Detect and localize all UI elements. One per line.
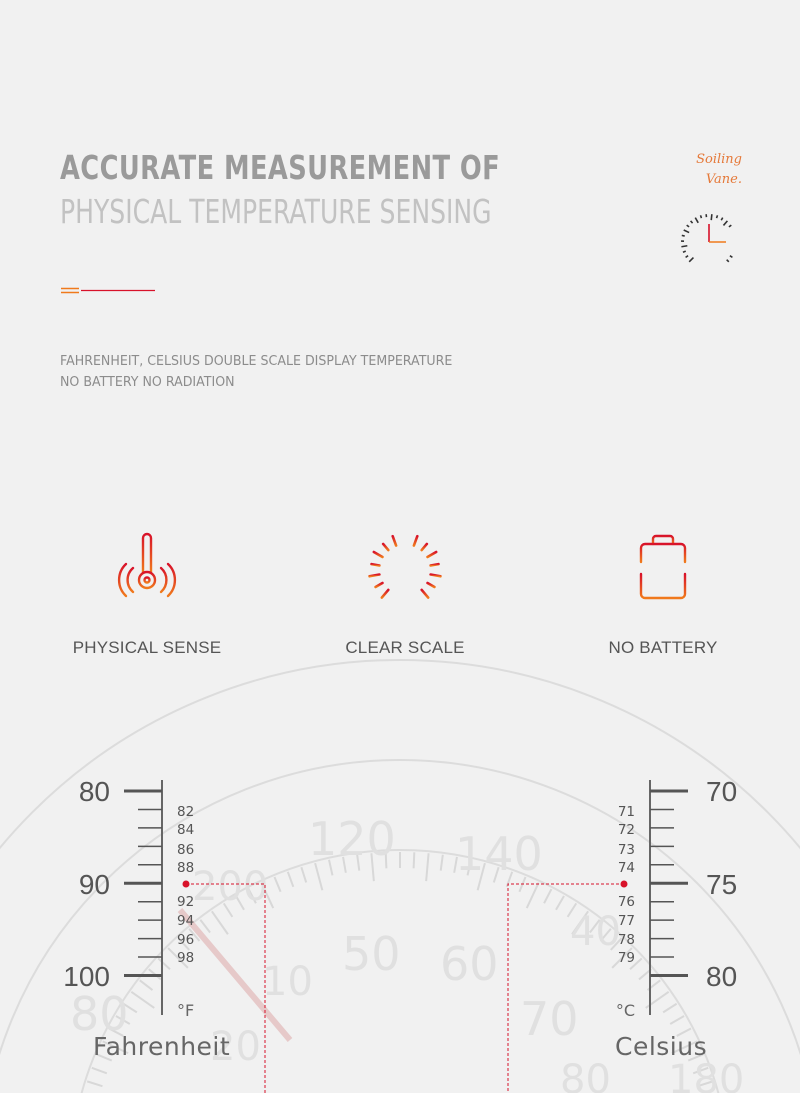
dial-icon-tick [382,590,388,598]
f-minor-label: 84 [177,822,195,838]
bg-label: 70 [520,992,579,1046]
dial-icon-tick [414,536,417,545]
bg-dial-tick [426,853,428,881]
clock-tick [682,235,685,236]
clock-tick [730,256,733,258]
c-minor-label: 71 [617,804,635,820]
bg-label: 20 [210,1024,261,1070]
bg-label: 120 [308,812,396,866]
feature-physical-sense [52,530,242,658]
dial-icon-tick [422,590,428,598]
dial-icon-tick [431,564,439,565]
clock-tick [684,230,689,233]
clock-tick [681,246,687,247]
clock-tick [727,260,729,262]
bg-label: 180 [668,1057,745,1093]
clock-icon [678,212,742,272]
feature-label-no-battery: NO BATTERY [608,638,718,657]
brand-line-2: Vane. [705,172,742,187]
dial-icon-tick [393,536,396,545]
feature-label-physical-sense: PHYSICAL SENSE [72,638,222,657]
accent-divider [61,286,157,296]
headline-line-1: ACCURATE MEASUREMENT OF [60,148,501,187]
clock-tick [723,221,727,226]
c-minor-label: 74 [617,860,635,876]
feature-clear-scale [310,530,500,658]
clock-tick [683,251,686,252]
clock-tick [729,225,731,227]
bg-label: 40 [570,909,621,955]
dial-icon-tick [376,583,383,587]
c-minor-label: 72 [617,822,635,838]
brand-line-1: Soiling [696,152,742,167]
dial-icon-tick [370,575,380,577]
bg-dial-tick [414,852,415,868]
clock-tick [691,221,693,223]
headline-line-2: PHYSICAL TEMPERATURE SENSING [60,192,492,231]
feature-label-clear-scale: CLEAR SCALE [345,638,465,657]
clock-tick [721,218,722,221]
f-minor-label: 82 [177,804,195,820]
clock-tick [695,218,698,223]
bg-dial-tick [441,855,443,871]
dial-icon-tick [374,552,383,557]
f-unit-label: °F [177,1001,195,1020]
dial-icon-tick [431,575,441,577]
f-major-label: 90 [78,869,110,900]
bg-label: 50 [342,927,401,981]
clock-tick [689,258,693,262]
feature-no-battery [568,530,758,658]
subtitle-line-2: NO BATTERY NO RADIATION [60,375,235,390]
thermometer-waves-icon [117,530,177,602]
dial-icon-tick [383,544,388,550]
subtitle-line-1: FAHRENHEIT, CELSIUS DOUBLE SCALE DISPLAY TEMPERATURE [60,354,453,369]
f-major-label: 80 [78,776,110,807]
bg-label: 80 [70,987,129,1041]
clock-tick [701,215,702,218]
dial-scale-icon [365,530,445,602]
f-marker-leader [186,884,265,1093]
c-minor-label: 73 [617,842,635,858]
clock-tick [717,215,718,218]
c-major-label: 80 [706,961,738,992]
c-unit-label: °C [615,1001,635,1020]
brand-logo [680,150,742,190]
f-major-label: 100 [63,961,110,992]
c-major-label: 75 [706,869,738,900]
dial-icon-tick [372,564,380,565]
c-major-label: 70 [706,776,738,807]
bg-label: 80 [560,1057,611,1093]
f-minor-label: 98 [177,950,195,966]
c-minor-label: 78 [617,932,635,948]
bg-label: 60 [440,937,499,991]
bg-dial-tick [315,863,322,890]
c-marker-leader [508,884,624,1093]
c-minor-label: 76 [617,894,635,910]
clock-tick [686,256,689,258]
f-minor-label: 92 [177,894,195,910]
subtitle [60,351,452,393]
clock-tick [687,225,689,227]
celsius-label: Celsius [615,1032,708,1061]
bg-label: 10 [262,959,313,1005]
bg-label: 200 [192,864,269,910]
clock-tick [711,214,712,220]
fahrenheit-label: Fahrenheit [93,1032,231,1061]
c-minor-label: 77 [617,913,635,929]
bg-dial-tick [301,867,306,882]
dial-icon-tick [428,552,437,557]
c-minor-label: 79 [617,950,635,966]
f-minor-label: 88 [177,860,195,876]
f-minor-label: 86 [177,842,195,858]
f-minor-label: 94 [177,913,195,929]
dial-icon-tick [428,583,435,587]
battery-icon [633,530,693,602]
dial-icon-tick [422,544,427,550]
bg-label: 140 [455,827,543,881]
f-minor-label: 96 [177,932,195,948]
